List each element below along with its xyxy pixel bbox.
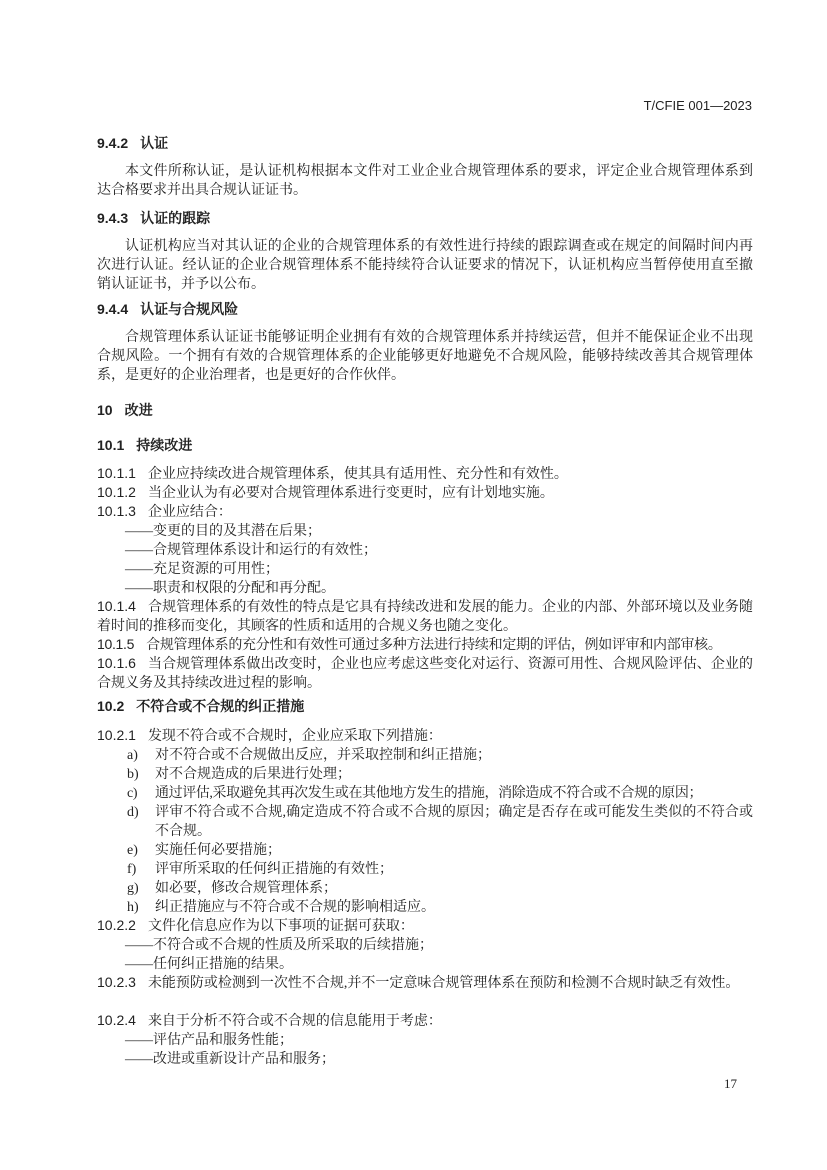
list-text: 对不合规造成的后果进行处理； — [155, 767, 351, 782]
heading-10 — [97, 401, 753, 420]
clause-number: 10.1 — [97, 437, 125, 453]
list-item: ——变更的目的及其潜在后果； — [125, 524, 321, 539]
clause-text: 企业应结合： — [147, 505, 232, 520]
list-label: d) — [127, 805, 139, 820]
heading-10-2 — [97, 697, 753, 716]
list-text: 对不符合或不合规做出反应，并采取控制和纠正措施； — [155, 748, 491, 763]
clause-text: 来自于分析不符合或不合规的信息能用于考虑： — [147, 1014, 442, 1029]
clause-text: 当企业认为有必要对合规管理体系进行变更时，应有计划地实施。 — [147, 486, 554, 501]
clause-10-1-2 — [97, 483, 753, 503]
clause-number: 9.4.2 — [97, 135, 129, 151]
clause-number: 9.4.4 — [97, 301, 129, 317]
list-label: g) — [127, 881, 139, 896]
clause-text: 发现不符合或不合规时，企业应采取下列措施： — [147, 729, 442, 744]
list-item — [97, 841, 753, 860]
clause-number: 10.2.2 — [97, 917, 136, 933]
list-label: h) — [127, 900, 139, 915]
clause-number: 10 — [97, 402, 113, 418]
list-text: 评审不符合或不合规,确定造成不符合或不合规的原因；确定是否存在或可能发生类似的不符合或不合规。 — [155, 805, 753, 839]
clause-10-1-1 — [97, 464, 753, 484]
list-text: 通过评估,采取避免其再次发生或在其他地方发生的措施，消除造成不符合或不合规的原因； — [155, 786, 703, 801]
heading-9-4-4 — [97, 300, 753, 319]
clause-number: 10.2 — [97, 698, 125, 714]
clause-text: 企业应持续改进合规管理体系，使其具有适用性、充分性和有效性。 — [147, 467, 568, 482]
list-item: ——不符合或不合规的性质及所采取的后续措施； — [125, 938, 433, 953]
list-item — [97, 746, 753, 765]
clause-10-1-4 — [97, 597, 753, 636]
clause-10-2-3 — [97, 973, 753, 993]
clause-number: 10.1.2 — [97, 484, 136, 500]
clause-text: 合规管理体系的有效性的特点是它具有持续改进和发展的能力。企业的内部、外部环境以及业务随着时间的推移而变化，其顾客的性质和适用的合规义务也随之变化。 — [97, 600, 753, 634]
list-item: ——合规管理体系设计和运行的有效性； — [125, 543, 377, 558]
clause-number: 9.4.3 — [97, 210, 129, 226]
clause-text: 当合规管理体系做出改变时，企业也应考虑这些变化对运行、资源可用性、合规风险评估、企业的合规义务及其持续改进过程的影响。 — [97, 657, 753, 691]
list-label: f) — [127, 862, 137, 877]
clause-number: 10.2.1 — [97, 727, 136, 743]
heading-10-1 — [97, 436, 753, 455]
clause-number: 10.2.4 — [97, 1012, 136, 1028]
clause-10-2-2 — [97, 916, 753, 974]
clause-number: 10.1.6 — [97, 655, 136, 671]
clause-title: 改进 — [124, 402, 153, 418]
clause-number: 10.1.5 — [97, 636, 135, 652]
list-item: ——职责和权限的分配和再分配。 — [125, 581, 335, 596]
clause-title: 认证与合规风险 — [140, 301, 239, 317]
list-item: ——评估产品和服务性能； — [125, 1033, 293, 1048]
list-item — [97, 879, 753, 898]
clause-title: 认证的跟踪 — [140, 210, 211, 226]
clause-text: 文件化信息应作为以下事项的证据可获取： — [147, 919, 414, 934]
clause-title: 不符合或不合规的纠正措施 — [136, 698, 305, 714]
clause-number: 10.1.4 — [97, 598, 136, 614]
heading-9-4-3 — [97, 209, 753, 228]
list-item — [97, 784, 753, 803]
clause-number: 10.1.3 — [97, 503, 136, 519]
list-item: ——改进或重新设计产品和服务； — [125, 1052, 335, 1067]
list-text: 如必要，修改合规管理体系； — [155, 881, 337, 896]
list-label: e) — [127, 843, 138, 858]
list-text: 纠正措施应与不符合或不合规的影响相适应。 — [155, 900, 435, 915]
clause-10-2-1 — [97, 726, 753, 917]
list-label: a) — [127, 748, 138, 763]
clause-title: 持续改进 — [136, 437, 193, 453]
heading-9-4-2 — [97, 134, 753, 153]
clause-text: 合规管理体系的充分性和有效性可通过多种方法进行持续和定期的评估，例如评审和内部审核。 — [146, 638, 722, 653]
clause-text: 未能预防或检测到一次性不合规,并不一定意味合规管理体系在预防和检测不合规时缺乏有效性。 — [147, 976, 740, 991]
clause-10-1-3 — [97, 502, 753, 598]
list-label: b) — [127, 767, 139, 782]
list-label: c) — [127, 786, 138, 801]
clause-title: 认证 — [140, 135, 169, 151]
list-text: 评审所采取的任何纠正措施的有效性； — [155, 862, 393, 877]
clause-number: 10.1.1 — [97, 465, 136, 481]
list-item — [97, 765, 753, 784]
list-item — [97, 860, 753, 879]
document-code: T/CFIE 001—2023 — [643, 98, 752, 113]
list-item — [97, 803, 753, 841]
list-text: 实施任何必要措施； — [155, 843, 281, 858]
page-number: 17 — [724, 1076, 737, 1091]
list-item — [97, 898, 753, 917]
clause-10-1-5 — [97, 635, 753, 655]
list-item: ——充足资源的可用性； — [125, 562, 279, 577]
clause-number: 10.2.3 — [97, 974, 136, 990]
paragraph-9-4-4: 合规管理体系认证证书能够证明企业拥有有效的合规管理体系并持续运营，但并不能保证企业不出现合规风险。一个拥有有效的合规管理体系的企业能够更好地避免不合规风险，能够持续改善其合规管理体系，是更好的企业治理者，也是更好的合作伙伴。 — [97, 330, 753, 383]
clause-10-1-6 — [97, 654, 753, 693]
clause-10-2-4 — [97, 1011, 753, 1069]
paragraph-9-4-2: 本文件所称认证，是认证机构根据本文件对工业企业合规管理体系的要求，评定企业合规管理体系到达合格要求并出具合规认证证书。 — [97, 164, 753, 198]
list-item: ——任何纠正措施的结果。 — [125, 957, 293, 972]
paragraph-9-4-3: 认证机构应当对其认证的企业的合规管理体系的有效性进行持续的跟踪调查或在规定的间隔时间内再次进行认证。经认证的企业合规管理体系不能持续符合认证要求的情况下，认证机构应当暂停使用直至撤销认证证书，并予以公布。 — [97, 239, 753, 292]
